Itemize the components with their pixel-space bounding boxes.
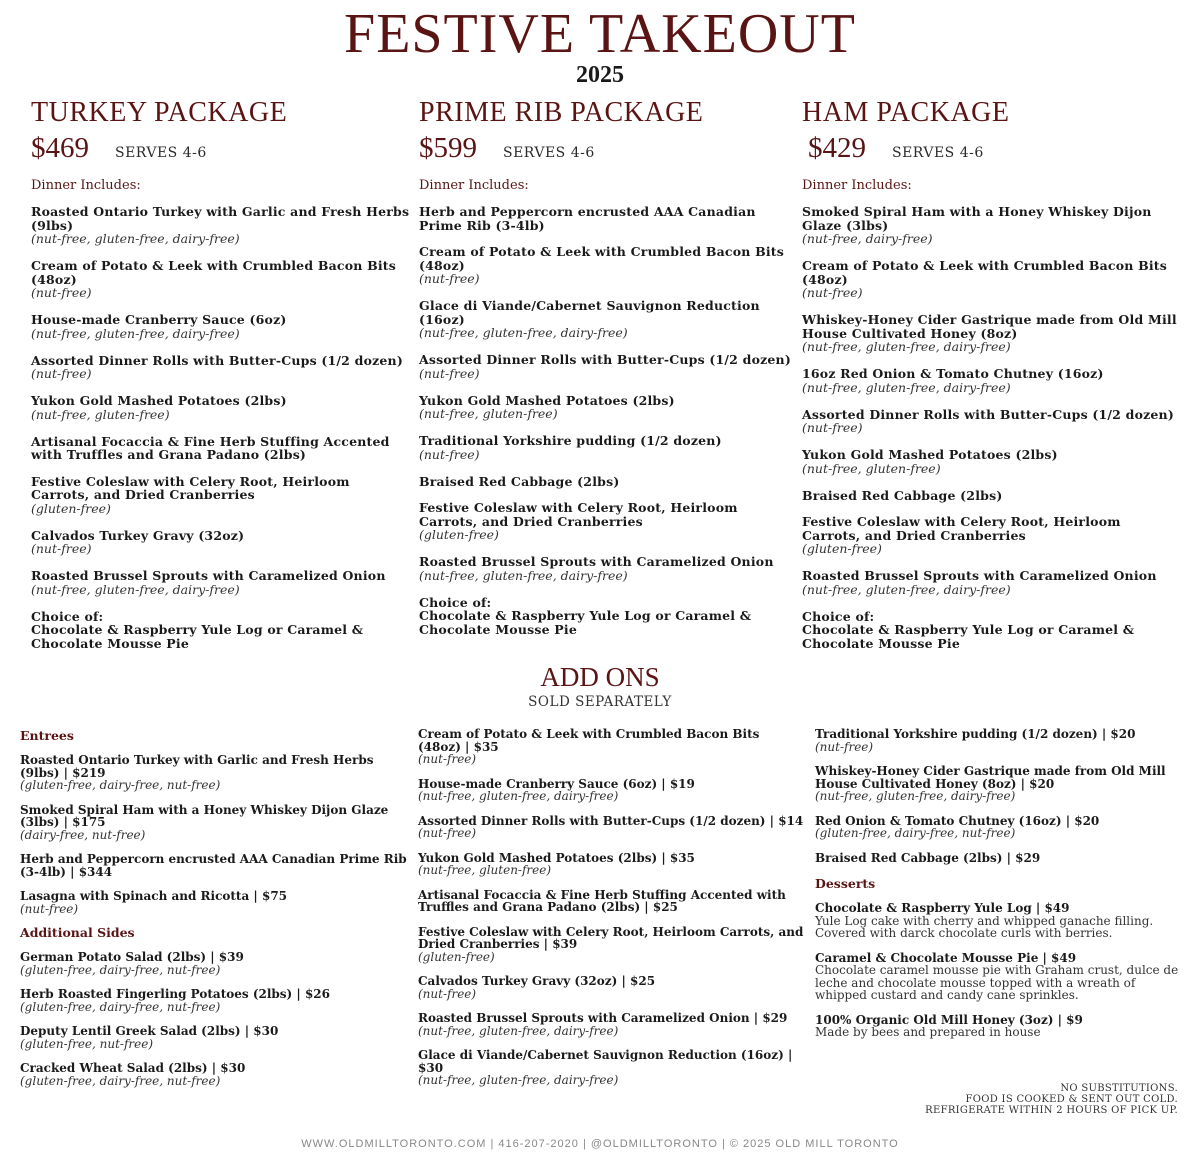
dinner-includes-label: Dinner Includes: (802, 178, 912, 193)
note-line: NO SUBSTITUTIONS. (1060, 1083, 1178, 1094)
addon-item (418, 728, 806, 766)
addons-column-right (815, 728, 1180, 1051)
addon-note: (nut-free, gluten-free, dairy-free) (418, 1073, 619, 1087)
addon-name: Glace di Viande/Cabernet Sauvignon Reduction (16oz) | $30 (418, 1048, 793, 1075)
desserts-list (815, 902, 1180, 1039)
item-name: Whiskey-Honey Cider Gastrique made from Old Mill House Cultivated Honey (8oz) (802, 312, 1177, 341)
item-note: (gluten-free) (419, 527, 499, 542)
note-line: FOOD IS COOKED & SENT OUT COLD. (965, 1094, 1178, 1105)
item-note: (nut-free) (802, 285, 863, 300)
menu-item (419, 205, 799, 232)
menu-item (419, 555, 799, 583)
addon-name: 100% Organic Old Mill Honey (3oz) | $9 (815, 1012, 1083, 1027)
menu-item (802, 259, 1182, 300)
addon-note: (nut-free) (815, 739, 874, 754)
package-price: $429 (808, 132, 866, 164)
addon-item (418, 778, 806, 803)
item-name: Artisanal Focaccia & Fine Herb Stuffing Accented with Truffles and Grana Padano (2lbs) (31, 433, 390, 462)
menu-item (31, 475, 411, 516)
item-name: Assorted Dinner Rolls with Butter-Cups (1/2 dozen) (802, 406, 1174, 422)
addon-note: (gluten-free, dairy-free, nut-free) (20, 999, 221, 1014)
menu-item (802, 515, 1182, 556)
item-name: Cream of Potato & Leek with Crumbled Bacon Bits (48oz) (802, 258, 1167, 287)
item-note: (nut-free) (419, 365, 480, 381)
page-title: FESTIVE TAKEOUT (344, 3, 856, 65)
menu-item (419, 245, 799, 286)
addon-note: (nut-free) (418, 986, 477, 1001)
menu-item (802, 367, 1182, 395)
item-name: Yukon Gold Mashed Potatoes (2lbs) (419, 392, 675, 408)
package-title: PRIME RIB PACKAGE (419, 97, 704, 128)
package-serves: SERVES 4-6 (115, 145, 207, 161)
addon-name: Lasagna with Spinach and Ricotta | $75 (20, 889, 288, 903)
item-note: (nut-free, gluten-free) (31, 406, 170, 422)
addon-item (418, 975, 806, 1000)
item-note: (nut-free, gluten-free) (419, 406, 558, 421)
addon-item (815, 728, 1180, 753)
item-name: 16oz Red Onion & Tomato Chutney (16oz) (802, 366, 1104, 381)
turkey-package (31, 96, 411, 663)
item-note: (nut-free, gluten-free) (802, 460, 941, 476)
addons-list (815, 728, 1180, 864)
item-name: Festive Coleslaw with Celery Root, Heirloom Carrots, and Dried Cranberries (802, 514, 1121, 543)
package-price: $469 (31, 132, 89, 164)
item-note: (nut-free, gluten-free, dairy-free) (419, 325, 628, 340)
addon-item (815, 952, 1180, 1002)
item-note: (nut-free, gluten-free, dairy-free) (31, 325, 240, 341)
addon-note: (nut-free, gluten-free) (418, 863, 552, 877)
addon-name: Roasted Ontario Turkey with Garlic and Fresh Herbs (9lbs) | $219 (20, 753, 374, 780)
addon-item (418, 926, 806, 964)
addon-name: Herb Roasted Fingerling Potatoes (2lbs) | $26 (20, 987, 330, 1001)
addon-note: (nut-free) (418, 826, 477, 840)
menu-item (419, 596, 799, 637)
item-note: (gluten-free) (31, 500, 111, 516)
menu-item (31, 610, 411, 651)
item-name: Roasted Brussel Sprouts with Caramelized Onion (419, 554, 774, 569)
dinner-includes-label: Dinner Includes: (31, 178, 141, 193)
item-name: Braised Red Cabbage (2lbs) (802, 487, 1003, 503)
item-name: Braised Red Cabbage (2lbs) (419, 473, 620, 489)
desserts-heading: Desserts (815, 876, 876, 891)
addon-description: Yule Log cake with cherry and whipped ganache filling. Covered with darck chocolate curls with berries. (815, 913, 1154, 940)
package-items (802, 205, 1182, 650)
menu-item (802, 569, 1182, 597)
addon-item (20, 1025, 408, 1050)
addon-name: Festive Coleslaw with Celery Root, Heirloom Carrots, and Dried Cranberries | $39 (418, 924, 804, 951)
addon-item (418, 1012, 806, 1037)
item-name: Assorted Dinner Rolls with Butter-Cups (1/2 dozen) (419, 352, 791, 367)
item-name: Roasted Brussel Sprouts with Caramelized Onion (31, 568, 386, 583)
addon-name: Assorted Dinner Rolls with Butter-Cups (1/2 dozen) | $14 (418, 813, 804, 828)
item-note: (nut-free, gluten-free, dairy-free) (419, 567, 628, 583)
prime-rib-package (419, 96, 799, 649)
dinner-includes-label: Dinner Includes: (419, 178, 529, 193)
addons-title: ADD ONS (540, 662, 660, 692)
addon-note: (gluten-free, dairy-free, nut-free) (20, 1073, 221, 1088)
item-name: Roasted Brussel Sprouts with Caramelized Onion (802, 568, 1157, 583)
addon-name: Red Onion & Tomato Chutney (16oz) | $20 (815, 813, 1100, 828)
addon-description: Made by bees and prepared in house (815, 1025, 1041, 1039)
addon-note: (nut-free) (20, 901, 79, 916)
addon-item (418, 852, 806, 877)
addon-name: Calvados Turkey Gravy (32oz) | $25 (418, 974, 656, 988)
addon-note: (gluten-free, dairy-free, nut-free) (815, 826, 1016, 840)
addon-name: Braised Red Cabbage (2lbs) | $29 (815, 850, 1041, 865)
addon-item (20, 754, 408, 792)
addon-item (20, 804, 408, 842)
item-note: (nut-free) (419, 446, 480, 462)
menu-item (419, 299, 799, 340)
addon-item (815, 765, 1180, 803)
addon-note: (gluten-free, nut-free) (20, 1036, 154, 1051)
footer: WWW.OLDMILLTORONTO.COM | 416-207-2020 | @OLDMILLTORONTO | © 2025 OLD MILL TORONTO (301, 1138, 899, 1150)
year: 2025 (576, 62, 624, 88)
addon-note: (dairy-free, nut-free) (20, 827, 146, 842)
menu-item (802, 610, 1182, 651)
addon-note: (nut-free, gluten-free, dairy-free) (418, 1023, 619, 1038)
item-note: (nut-free, dairy-free) (802, 231, 933, 246)
addon-item (20, 951, 408, 976)
addon-name: Artisanal Focaccia & Fine Herb Stuffing Accented with Truffles and Grana Padano (2lbs) | $25 (418, 887, 786, 914)
addon-item (815, 902, 1180, 940)
addon-description: Chocolate caramel mousse pie with Graham crust, dulce de leche and chocolate mousse topped with a wreath of whipped custard and candy cane sprinkles. (815, 963, 1179, 1002)
item-name: Assorted Dinner Rolls with Butter-Cups (1/2 dozen) (31, 352, 403, 368)
item-name: Choice of: Chocolate & Raspberry Yule Log or Caramel & Chocolate Mousse Pie (31, 608, 364, 651)
menu-item (31, 313, 411, 341)
menu-item (31, 529, 411, 557)
menu-item (31, 354, 411, 382)
menu-item (31, 435, 411, 462)
addon-name: Roasted Brussel Sprouts with Caramelized Onion | $29 (418, 1011, 788, 1025)
item-name: Festive Coleslaw with Celery Root, Heirloom Carrots, and Dried Cranberries (419, 500, 738, 529)
menu-item (31, 259, 411, 300)
addon-item (20, 988, 408, 1013)
addons-list (418, 728, 806, 1087)
package-price: $599 (419, 132, 477, 164)
addon-name: Cracked Wheat Salad (2lbs) | $30 (20, 1061, 246, 1075)
addon-item (20, 1062, 408, 1087)
ham-package (802, 96, 1182, 663)
addon-note: (nut-free) (418, 752, 477, 766)
addon-name: House-made Cranberry Sauce (6oz) | $19 (418, 776, 695, 791)
entrees-list (20, 754, 408, 915)
addon-note: (nut-free, gluten-free, dairy-free) (815, 789, 1016, 803)
menu-item (31, 569, 411, 597)
addon-name: Chocolate & Raspberry Yule Log | $49 (815, 901, 1070, 915)
item-name: Choice of: Chocolate & Raspberry Yule Log or Caramel & Chocolate Mousse Pie (419, 594, 752, 637)
item-note: (nut-free, gluten-free, dairy-free) (802, 379, 1011, 395)
addon-name: Herb and Peppercorn encrusted AAA Canadian Prime Rib (3-4lb) | $344 (20, 852, 407, 879)
addons-column-middle (418, 728, 806, 1099)
item-note: (nut-free, gluten-free, dairy-free) (802, 581, 1011, 597)
addon-item (815, 815, 1180, 840)
item-note: (nut-free) (31, 366, 92, 381)
menu-item (802, 313, 1182, 354)
addon-item (418, 889, 806, 914)
menu-item (31, 394, 411, 422)
addon-item (418, 815, 806, 840)
menu-item (419, 501, 799, 542)
item-name: Calvados Turkey Gravy (32oz) (31, 527, 245, 543)
item-name: Cream of Potato & Leek with Crumbled Bacon Bits (48oz) (419, 244, 784, 273)
addon-name: Deputy Lentil Greek Salad (2lbs) | $30 (20, 1024, 279, 1038)
item-note: (nut-free) (31, 541, 92, 556)
item-note: (nut-free, gluten-free, dairy-free) (31, 581, 240, 597)
item-name: Yukon Gold Mashed Potatoes (2lbs) (802, 447, 1058, 462)
item-note: (nut-free, gluten-free, dairy-free) (31, 231, 240, 246)
package-title: HAM PACKAGE (802, 97, 1010, 128)
item-name: Roasted Ontario Turkey with Garlic and Fresh Herbs (9lbs) (31, 204, 410, 233)
addon-name: Smoked Spiral Ham with a Honey Whiskey Dijon Glaze (3lbs) | $175 (20, 802, 389, 829)
addon-name: Yukon Gold Mashed Potatoes (2lbs) | $35 (418, 850, 695, 865)
addon-note: (nut-free, gluten-free, dairy-free) (418, 789, 619, 803)
addon-item (20, 853, 408, 878)
item-name: Traditional Yorkshire pudding (1/2 dozen) (419, 433, 722, 448)
item-note: (nut-free, gluten-free, dairy-free) (802, 339, 1011, 354)
package-serves: SERVES 4-6 (892, 145, 984, 161)
menu-item (802, 408, 1182, 436)
menu-item (31, 205, 411, 246)
note-line: REFRIGERATE WITHIN 2 HOURS OF PICK UP. (925, 1105, 1178, 1116)
notes (925, 1083, 1178, 1116)
item-name: House-made Cranberry Sauce (6oz) (31, 312, 287, 327)
menu-item (419, 475, 799, 489)
item-name: Herb and Peppercorn encrusted AAA Canadian Prime Rib (3-4lb) (419, 204, 756, 233)
menu-item (419, 434, 799, 462)
addon-note: (gluten-free, dairy-free, nut-free) (20, 962, 221, 977)
item-name: Choice of: Chocolate & Raspberry Yule Log or Caramel & Chocolate Mousse Pie (802, 608, 1135, 651)
menu-item (419, 394, 799, 422)
addon-item (815, 852, 1180, 865)
addon-item (20, 890, 408, 915)
addon-name: Whiskey-Honey Cider Gastrique made from Old Mill House Cultivated Honey (8oz) | $20 (815, 764, 1166, 791)
menu-item (802, 489, 1182, 503)
addon-name: German Potato Salad (2lbs) | $39 (20, 950, 244, 964)
item-name: Glace di Viande/Cabernet Sauvignon Reduction (16oz) (419, 298, 760, 327)
item-note: (nut-free) (419, 271, 480, 286)
addon-name: Traditional Yorkshire pudding (1/2 dozen) | $20 (815, 727, 1136, 741)
entrees-heading: Entrees (20, 728, 74, 743)
sides-list (20, 951, 408, 1087)
item-note: (nut-free) (31, 285, 92, 300)
item-name: Smoked Spiral Ham with a Honey Whiskey Dijon Glaze (3lbs) (802, 204, 1152, 233)
menu-item (802, 448, 1182, 476)
addons-column-entrees-sides (20, 728, 408, 1099)
package-title: TURKEY PACKAGE (31, 97, 288, 128)
addons-subtitle: SOLD SEPARATELY (528, 694, 672, 710)
item-name: Festive Coleslaw with Celery Root, Heirloom Carrots, and Dried Cranberries (31, 473, 350, 502)
addon-name: Caramel & Chocolate Mousse Pie | $49 (815, 950, 1077, 965)
addon-note: (gluten-free, dairy-free, nut-free) (20, 778, 221, 792)
addon-item (418, 1049, 806, 1087)
package-items (31, 205, 411, 650)
additional-sides-heading: Additional Sides (20, 925, 135, 940)
menu-item (419, 353, 799, 381)
item-note: (nut-free) (802, 420, 863, 435)
item-note: (gluten-free) (802, 541, 882, 556)
package-serves: SERVES 4-6 (503, 145, 595, 161)
menu-item (802, 205, 1182, 246)
addon-item (815, 1014, 1180, 1039)
addon-name: Cream of Potato & Leek with Crumbled Bacon Bits (48oz) | $35 (418, 727, 760, 754)
addon-note: (gluten-free) (418, 949, 495, 964)
package-items (419, 205, 799, 636)
item-name: Cream of Potato & Leek with Crumbled Bacon Bits (48oz) (31, 258, 396, 287)
item-name: Yukon Gold Mashed Potatoes (2lbs) (31, 393, 287, 408)
